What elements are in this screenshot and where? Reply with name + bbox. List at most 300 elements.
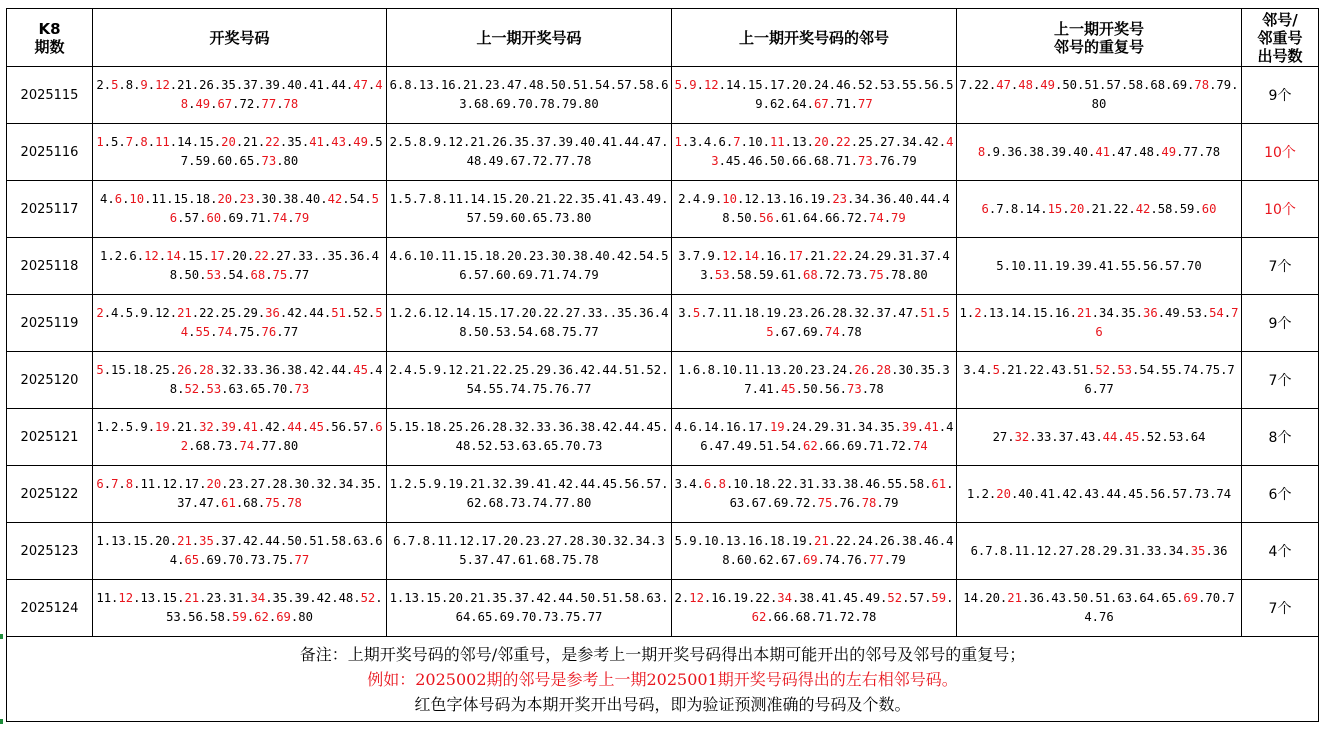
- number-text: .13.15.: [133, 591, 185, 605]
- repeat-cell: [957, 124, 1242, 181]
- number-text: 1.5.7.8.11.14.15.20.21.22.35.41.43.49.57.59.60.65.73.80: [389, 192, 669, 225]
- number-text: 2.4.5.9.12.21.22.25.29.36.42.44.51.52.54.55.74.75.76.77: [389, 363, 669, 396]
- number-text: .: [133, 135, 141, 149]
- hit-number: 53: [206, 268, 222, 282]
- hit-number: 34: [777, 591, 792, 605]
- number-text: .67.69.: [773, 325, 825, 339]
- period-cell: 2025123: [7, 523, 93, 580]
- header-prev-draw: 上一期开奖号码: [387, 9, 672, 67]
- hit-number: 73: [847, 382, 862, 396]
- prev-draw-cell: [387, 352, 672, 409]
- number-text: .15.: [180, 249, 211, 263]
- number-text: .61.64.66.72.: [773, 211, 870, 225]
- number-text: 3.7.9.: [678, 249, 723, 263]
- hit-number: 74: [272, 211, 288, 225]
- number-text: 1.13.15.20.: [96, 534, 178, 548]
- hit-number: 51: [331, 306, 346, 320]
- number-text: .46.47.49.51.54.: [700, 420, 954, 453]
- number-text: 2.: [674, 591, 690, 605]
- hit-number: 8: [718, 477, 726, 491]
- number-text: .: [191, 363, 200, 377]
- hit-number: 39: [221, 420, 236, 434]
- header-period: K8 期数: [7, 9, 93, 67]
- number-text: .23.27.28.30.32.34.35.37.47.: [177, 477, 383, 510]
- number-text: .68.: [235, 496, 266, 510]
- number-text: .13.14.15.16.: [981, 306, 1077, 320]
- hit-number: 74: [239, 439, 255, 453]
- prev-draw-cell: [387, 238, 672, 295]
- number-text: .75.: [232, 325, 262, 339]
- draw-numbers-cell: [93, 238, 387, 295]
- hit-number: 8: [977, 144, 986, 159]
- number-text: 3.4.: [674, 477, 704, 491]
- hit-number: 47: [353, 78, 368, 92]
- number-text: .: [279, 496, 288, 510]
- hit-number: 62: [180, 420, 383, 453]
- hit-number: 6: [703, 477, 712, 491]
- number-text: 6.8.13.16.21.23.47.48.50.51.54.57.58.63.68.69.70.78.79.80: [389, 78, 669, 111]
- number-text: .: [246, 610, 255, 624]
- number-text: .30.38.40.: [254, 192, 328, 206]
- neighbors-cell: [672, 352, 957, 409]
- prev-draw-cell: [387, 466, 672, 523]
- note-line-1: 备注：上期开奖号码的邻号/邻重号，是参考上一期开奖号码得出本期可能开出的邻号及邻号的重复号；: [299, 644, 1026, 664]
- hit-number: 20: [1069, 201, 1085, 216]
- hit-number: 55: [195, 325, 211, 339]
- number-text: .58.59.: [1150, 201, 1202, 216]
- draw-numbers-cell: [93, 580, 387, 637]
- hit-number: 8: [125, 477, 134, 491]
- number-text: .50.51.57.58.68.69.: [1054, 78, 1195, 92]
- prev-draw-cell: [387, 295, 672, 352]
- number-text: .: [122, 192, 130, 206]
- draw-numbers-cell: [93, 67, 387, 124]
- number-text: .21.: [169, 420, 200, 434]
- hit-number: 68: [802, 268, 818, 282]
- hit-number: 10: [722, 192, 737, 206]
- table-row: [7, 466, 1319, 523]
- number-text: .10.18.22.31.33.38.46.55.58.: [725, 477, 932, 491]
- count-cell: 10个: [1242, 181, 1319, 238]
- period-cell: 2025120: [7, 352, 93, 409]
- hit-number: 65: [184, 553, 200, 567]
- repeat-cell: [957, 409, 1242, 466]
- hit-number: 20: [217, 192, 233, 206]
- number-text: .23.31.: [199, 591, 251, 605]
- number-text: .: [268, 610, 277, 624]
- count-cell: 7个: [1242, 580, 1319, 637]
- hit-number: 49: [1040, 78, 1055, 92]
- hit-number: 78: [283, 97, 299, 111]
- number-text: 4.6.10.11.15.18.20.23.30.38.40.42.54.56.57.60.69.71.74.79: [389, 249, 669, 282]
- hit-number: 55: [766, 306, 950, 339]
- hit-number: 12: [144, 249, 159, 263]
- number-text: .30.35.37.41.: [744, 363, 950, 396]
- number-text: .: [916, 420, 925, 434]
- number-text: .16.: [758, 249, 789, 263]
- hit-number: 17: [210, 249, 225, 263]
- number-text: .: [1110, 363, 1118, 377]
- repeat-cell: [957, 67, 1242, 124]
- neighbors-cell: [672, 409, 957, 466]
- number-text: 11.: [96, 591, 119, 605]
- number-text: .: [147, 135, 156, 149]
- number-text: .: [711, 477, 719, 491]
- hit-number: 75: [817, 496, 833, 510]
- hit-number: 7: [125, 135, 134, 149]
- period-cell: 2025124: [7, 580, 93, 637]
- hit-number: 56: [758, 211, 774, 225]
- number-text: .4.5.9.12.: [103, 306, 178, 320]
- hit-number: 26: [854, 363, 870, 377]
- hit-number: 74: [869, 211, 884, 225]
- number-text: .: [736, 249, 745, 263]
- number-text: .76.: [832, 496, 862, 510]
- number-text: .74.76.: [817, 553, 870, 567]
- number-text: .24.29.31.34.35.: [784, 420, 903, 434]
- hit-number: 73: [858, 154, 873, 168]
- header-neighbors: 上一期开奖号码的邻号: [672, 9, 957, 67]
- hit-number: 75: [265, 496, 280, 510]
- repeat-cell: [957, 238, 1242, 295]
- repeat-cell: [957, 580, 1242, 637]
- period-cell: 2025117: [7, 181, 93, 238]
- number-text: .: [696, 78, 704, 92]
- number-text: .5.: [103, 135, 126, 149]
- number-text: .: [323, 135, 332, 149]
- table-body: [7, 67, 1319, 637]
- hit-number: 79: [891, 211, 906, 225]
- number-text: .21.26.35.37.39.40.41.44.: [169, 78, 354, 92]
- number-text: .: [301, 420, 310, 434]
- hit-number: 59: [931, 591, 947, 605]
- hit-number: 78: [1194, 78, 1210, 92]
- number-text: .37.42.44.50.51.58.63.64.: [169, 534, 383, 567]
- notes-row: [7, 637, 1319, 722]
- hit-number: 73: [261, 154, 277, 168]
- count-cell: 6个: [1242, 466, 1319, 523]
- hit-number: 32: [199, 420, 214, 434]
- hit-number: 73: [294, 382, 310, 396]
- hit-number: 21: [177, 534, 192, 548]
- number-text: 1.2.6.: [100, 249, 145, 263]
- hit-number: 28: [876, 363, 892, 377]
- number-text: .24.29.31.37.43.: [700, 249, 950, 282]
- draw-numbers-cell: [93, 466, 387, 523]
- number-text: .56.57.: [323, 420, 376, 434]
- neighbors-cell: [672, 523, 957, 580]
- number-text: .14.15.: [169, 135, 222, 149]
- number-text: .: [265, 268, 273, 282]
- number-text: 1.2.6.12.14.15.17.20.22.27.33..35.36.48.50.53.54.68.75.77: [389, 306, 669, 339]
- hit-number: 20: [221, 135, 236, 149]
- number-text: .: [1117, 429, 1125, 444]
- number-text: .69.70.73.75.: [199, 553, 295, 567]
- number-text: .10.: [740, 135, 770, 149]
- table-row: [7, 295, 1319, 352]
- hit-number: 49: [195, 97, 211, 111]
- number-text: .52.53.64: [1139, 429, 1206, 444]
- number-text: .27.33..35.36.48.50.: [169, 249, 379, 282]
- table-row: [7, 67, 1319, 124]
- number-text: 1.2.5.9.: [96, 420, 156, 434]
- hit-number: 21: [1076, 306, 1092, 320]
- hit-number: 8: [140, 135, 148, 149]
- hit-number: 6: [96, 477, 104, 491]
- number-text: .77.78: [1176, 144, 1221, 159]
- hit-number: 41: [924, 420, 939, 434]
- hit-number: 2: [96, 306, 104, 320]
- number-text: .: [1223, 306, 1232, 320]
- hit-number: 78: [287, 496, 302, 510]
- hit-number: 41: [1095, 144, 1110, 159]
- hit-number: 56: [169, 192, 379, 225]
- repeat-cell: [957, 466, 1242, 523]
- prev-draw-cell: [387, 409, 672, 466]
- number-text: .3.4.6.: [681, 135, 734, 149]
- draw-numbers-cell: [93, 409, 387, 466]
- number-text: 3.4.: [963, 363, 993, 377]
- number-text: .25.27.34.42.: [850, 135, 947, 149]
- hit-number: 62: [751, 610, 767, 624]
- number-text: 5.10.11.19.39.41.55.56.57.70: [996, 258, 1202, 273]
- number-text: .: [681, 78, 690, 92]
- hit-number: 45: [353, 363, 368, 377]
- number-text: 2.4.9.: [678, 192, 723, 206]
- hit-number: 23: [239, 192, 255, 206]
- number-text: .: [188, 97, 196, 111]
- hit-number: 42: [327, 192, 343, 206]
- table-row: [7, 523, 1319, 580]
- number-text: .77.80: [254, 439, 299, 453]
- number-text: .: [188, 325, 196, 339]
- hit-number: 7: [111, 477, 119, 491]
- count-cell: 9个: [1242, 295, 1319, 352]
- number-text: 6.7.8.11.12.17.20.23.27.28.30.32.34.35.37.47.61.68.75.78: [393, 534, 665, 567]
- number-text: .80: [276, 154, 299, 168]
- number-text: .9.36.38.39.40.: [985, 144, 1096, 159]
- hit-number: 74: [913, 439, 928, 453]
- hit-number: 44: [1102, 429, 1118, 444]
- hit-number: 34: [250, 591, 266, 605]
- period-cell: 2025115: [7, 67, 93, 124]
- hit-number: 5: [111, 78, 119, 92]
- hit-number: 20: [814, 135, 829, 149]
- number-text: .78: [861, 382, 884, 396]
- hit-number: 12: [703, 78, 719, 92]
- hit-number: 11: [769, 135, 785, 149]
- header-draw: 开奖号码: [93, 9, 387, 67]
- number-text: .: [1032, 78, 1041, 92]
- hit-number: 41: [309, 135, 324, 149]
- number-text: 4.6.14.16.17.: [674, 420, 770, 434]
- hit-number: 9: [140, 78, 148, 92]
- number-text: 1.2.: [966, 486, 997, 501]
- number-text: .77: [287, 268, 310, 282]
- repeat-cell: [957, 295, 1242, 352]
- number-text: .: [213, 420, 222, 434]
- header-repeat: 上一期开奖号 邻号的重复号: [957, 9, 1242, 67]
- number-text: 2.: [96, 78, 112, 92]
- table-row: [7, 181, 1319, 238]
- number-text: .: [883, 211, 892, 225]
- number-text: .7.11.18.19.23.26.28.32.37.47.: [700, 306, 921, 320]
- number-text: .35.: [279, 135, 310, 149]
- neighbors-cell: [672, 181, 957, 238]
- hit-number: 69: [1183, 591, 1199, 605]
- number-text: .36.43.50.51.63.64.65.: [1021, 591, 1184, 605]
- hit-number: 74: [825, 325, 840, 339]
- hit-number: 48: [180, 78, 383, 111]
- number-text: .12.13.16.19.: [736, 192, 833, 206]
- number-text: .7.8.14.: [988, 201, 1048, 216]
- number-text: .: [1010, 78, 1019, 92]
- notes-cell: [7, 637, 1319, 722]
- hit-number: 74: [217, 325, 233, 339]
- hit-number: 21: [184, 591, 200, 605]
- number-text: .57.: [177, 211, 207, 225]
- number-text: .: [147, 78, 156, 92]
- hit-number: 44: [287, 420, 302, 434]
- number-text: .15.18.25.: [103, 363, 178, 377]
- hit-number: 68: [250, 268, 266, 282]
- number-text: .21.: [803, 249, 833, 263]
- hit-number: 49: [353, 135, 368, 149]
- number-text: .32.33.36.38.42.44.: [213, 363, 354, 377]
- number-text: .: [946, 591, 954, 605]
- prev-draw-cell: [387, 67, 672, 124]
- number-text: .21.: [235, 135, 266, 149]
- note-line-3: 红色字体号码为本期开奖开出号码，即为验证预测准确的号码及个数。: [414, 694, 911, 714]
- number-text: .8.: [118, 78, 141, 92]
- sheet-edge-marker: [0, 634, 3, 639]
- number-text: .78: [839, 325, 862, 339]
- hit-number: 47: [996, 78, 1011, 92]
- number-text: 5.15.18.25.26.28.32.33.36.38.42.44.45.48.52.53.63.65.70.73: [389, 420, 669, 453]
- hit-number: 19: [769, 420, 785, 434]
- number-text: .77: [276, 325, 299, 339]
- hit-number: 22: [265, 135, 280, 149]
- table-row: [7, 409, 1319, 466]
- hit-number: 23: [832, 192, 848, 206]
- number-text: .53.56.58.: [166, 591, 383, 624]
- hit-number: 75: [869, 268, 884, 282]
- number-text: .: [118, 477, 126, 491]
- number-text: .79: [883, 553, 906, 567]
- hit-number: 7: [733, 135, 741, 149]
- hit-number: 12: [118, 591, 134, 605]
- period-cell: 2025116: [7, 124, 93, 181]
- hit-number: 62: [802, 439, 818, 453]
- hit-number: 22: [254, 249, 269, 263]
- number-text: .36: [1205, 543, 1228, 558]
- number-text: .68.73.: [188, 439, 240, 453]
- number-text: .13.: [784, 135, 814, 149]
- hit-number: 52: [887, 591, 903, 605]
- hit-number: 45: [309, 420, 324, 434]
- period-cell: 2025119: [7, 295, 93, 352]
- number-text: 5.9.10.13.16.18.19.: [674, 534, 814, 548]
- prev-draw-cell: [387, 124, 672, 181]
- number-text: .34.35.: [1091, 306, 1144, 320]
- number-text: .34.36.40.44.48.50.: [722, 192, 950, 225]
- neighbors-cell: [672, 295, 957, 352]
- number-text: .63.65.70.: [221, 382, 295, 396]
- table-row: [7, 580, 1319, 637]
- number-text: .: [199, 382, 207, 396]
- number-text: .22.24.26.38.46.48.60.62.67.: [722, 534, 954, 567]
- hit-number: 79: [294, 211, 310, 225]
- number-text: 4.: [100, 192, 115, 206]
- number-text: 6.7.8.11.12.27.28.29.31.33.34.: [970, 543, 1191, 558]
- hit-number: 14: [744, 249, 759, 263]
- hit-number: 54: [1209, 306, 1224, 320]
- number-text: .69.71.: [221, 211, 273, 225]
- count-cell: 10个: [1242, 124, 1319, 181]
- hit-number: 67: [217, 97, 233, 111]
- number-text: .: [232, 192, 240, 206]
- hit-number: 6: [114, 192, 123, 206]
- hit-number: 36: [265, 306, 280, 320]
- hit-number: 9: [689, 78, 697, 92]
- number-text: .: [191, 534, 200, 548]
- prev-draw-cell: [387, 181, 672, 238]
- header-count: 邻号/ 邻重号 出号数: [1242, 9, 1319, 67]
- header-row: [7, 9, 1319, 67]
- hit-number: 21: [813, 534, 829, 548]
- repeat-cell: [957, 523, 1242, 580]
- draw-numbers-cell: [93, 352, 387, 409]
- hit-number: 77: [294, 553, 310, 567]
- number-text: .58.59.61.: [729, 268, 803, 282]
- hit-number: 59: [232, 610, 247, 624]
- prev-draw-cell: [387, 523, 672, 580]
- number-text: .: [210, 97, 218, 111]
- hit-number: 61: [221, 496, 236, 510]
- period-cell: 2025121: [7, 409, 93, 466]
- number-text: .: [367, 78, 376, 92]
- hit-number: 42: [1135, 201, 1151, 216]
- number-text: .66.68.71.72.78: [766, 610, 877, 624]
- table-row: [7, 352, 1319, 409]
- period-cell: 2025122: [7, 466, 93, 523]
- number-text: 1.6.8.10.11.13.20.23.24.: [678, 363, 855, 377]
- hit-number: 20: [206, 477, 222, 491]
- number-text: .57.: [902, 591, 932, 605]
- hit-number: 35: [1190, 543, 1206, 558]
- number-text: .78.80: [883, 268, 928, 282]
- neighbors-cell: [672, 124, 957, 181]
- number-text: .: [345, 135, 354, 149]
- count-cell: 9个: [1242, 67, 1319, 124]
- number-text: .: [828, 135, 837, 149]
- draw-numbers-cell: [93, 523, 387, 580]
- number-text: 1.13.15.20.21.35.37.42.44.50.51.58.63.64.65.69.70.73.75.77: [389, 591, 669, 624]
- hit-number: 5: [692, 306, 701, 320]
- hit-number: 60: [206, 211, 222, 225]
- hit-number: 19: [155, 420, 170, 434]
- number-text: .45.46.50.66.68.71.: [718, 154, 859, 168]
- hit-number: 12: [722, 249, 737, 263]
- number-text: .42.: [257, 420, 288, 434]
- draw-numbers-cell: [93, 295, 387, 352]
- hit-number: 26: [177, 363, 192, 377]
- count-cell: 7个: [1242, 238, 1319, 295]
- hit-number: 61: [931, 477, 947, 491]
- hit-number: 43: [331, 135, 346, 149]
- number-text: 3.: [678, 306, 693, 320]
- hit-number: 12: [689, 591, 704, 605]
